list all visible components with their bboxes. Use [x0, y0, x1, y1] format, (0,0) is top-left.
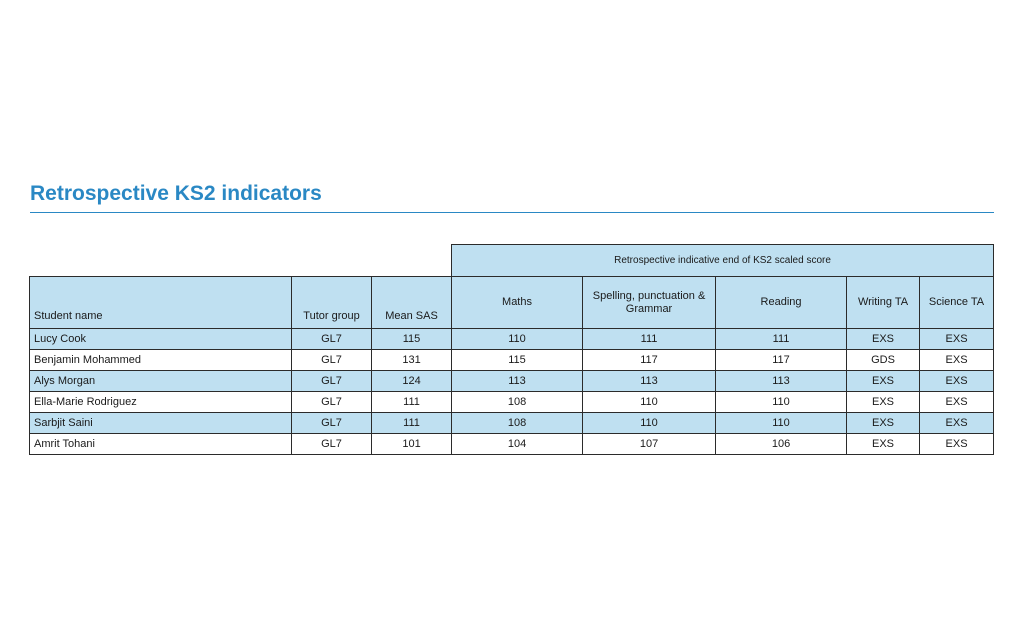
spag-cell: 110	[583, 392, 716, 413]
writing-ta-cell: GDS	[847, 350, 920, 371]
col-header-maths: Maths	[452, 277, 583, 329]
mean-sas-cell: 124	[372, 371, 452, 392]
student-name-cell: Sarbjit Saini	[30, 413, 292, 434]
maths-cell: 110	[452, 329, 583, 350]
table-row	[30, 350, 994, 371]
col-header-student-name: Student name	[30, 277, 292, 329]
mean-sas-cell: 115	[372, 329, 452, 350]
table-row	[30, 371, 994, 392]
maths-cell: 113	[452, 371, 583, 392]
writing-ta-cell: EXS	[847, 329, 920, 350]
column-header-row	[30, 277, 994, 329]
science-ta-cell: EXS	[920, 392, 994, 413]
spag-cell: 117	[583, 350, 716, 371]
student-name-cell: Lucy Cook	[30, 329, 292, 350]
writing-ta-cell: EXS	[847, 434, 920, 455]
tutor-group-cell: GL7	[292, 434, 372, 455]
reading-cell: 110	[716, 392, 847, 413]
mean-sas-cell: 111	[372, 413, 452, 434]
mean-sas-cell: 101	[372, 434, 452, 455]
table-row	[30, 392, 994, 413]
student-name-cell: Amrit Tohani	[30, 434, 292, 455]
maths-cell: 115	[452, 350, 583, 371]
tutor-group-cell: GL7	[292, 413, 372, 434]
reading-cell: 106	[716, 434, 847, 455]
science-ta-cell: EXS	[920, 329, 994, 350]
spag-cell: 107	[583, 434, 716, 455]
reading-cell: 110	[716, 413, 847, 434]
reading-cell: 113	[716, 371, 847, 392]
writing-ta-cell: EXS	[847, 371, 920, 392]
header-blank-cell	[30, 245, 452, 277]
mean-sas-cell: 131	[372, 350, 452, 371]
table-row	[30, 434, 994, 455]
col-header-mean-sas: Mean SAS	[372, 277, 452, 329]
writing-ta-cell: EXS	[847, 413, 920, 434]
tutor-group-cell: GL7	[292, 350, 372, 371]
table-row	[30, 329, 994, 350]
page-title: Retrospective KS2 indicators	[30, 182, 322, 205]
title-underline	[30, 212, 994, 213]
col-header-tutor-group: Tutor group	[292, 277, 372, 329]
col-header-spag: Spelling, punctuation & Grammar	[583, 277, 716, 329]
maths-cell: 108	[452, 392, 583, 413]
reading-cell: 111	[716, 329, 847, 350]
spag-cell: 113	[583, 371, 716, 392]
col-header-reading: Reading	[716, 277, 847, 329]
maths-cell: 104	[452, 434, 583, 455]
col-header-writing-ta: Writing TA	[847, 277, 920, 329]
student-name-cell: Benjamin Mohammed	[30, 350, 292, 371]
tutor-group-cell: GL7	[292, 371, 372, 392]
col-header-science-ta: Science TA	[920, 277, 994, 329]
maths-cell: 108	[452, 413, 583, 434]
group-header-row	[30, 245, 994, 277]
spag-cell: 111	[583, 329, 716, 350]
mean-sas-cell: 111	[372, 392, 452, 413]
science-ta-cell: EXS	[920, 350, 994, 371]
writing-ta-cell: EXS	[847, 392, 920, 413]
ks2-indicators-table	[29, 244, 994, 455]
tutor-group-cell: GL7	[292, 392, 372, 413]
spag-cell: 110	[583, 413, 716, 434]
student-name-cell: Ella-Marie Rodriguez	[30, 392, 292, 413]
reading-cell: 117	[716, 350, 847, 371]
tutor-group-cell: GL7	[292, 329, 372, 350]
science-ta-cell: EXS	[920, 371, 994, 392]
science-ta-cell: EXS	[920, 413, 994, 434]
student-name-cell: Alys Morgan	[30, 371, 292, 392]
table-row	[30, 413, 994, 434]
scaled-score-group-header: Retrospective indicative end of KS2 scaled score	[452, 245, 994, 277]
science-ta-cell: EXS	[920, 434, 994, 455]
